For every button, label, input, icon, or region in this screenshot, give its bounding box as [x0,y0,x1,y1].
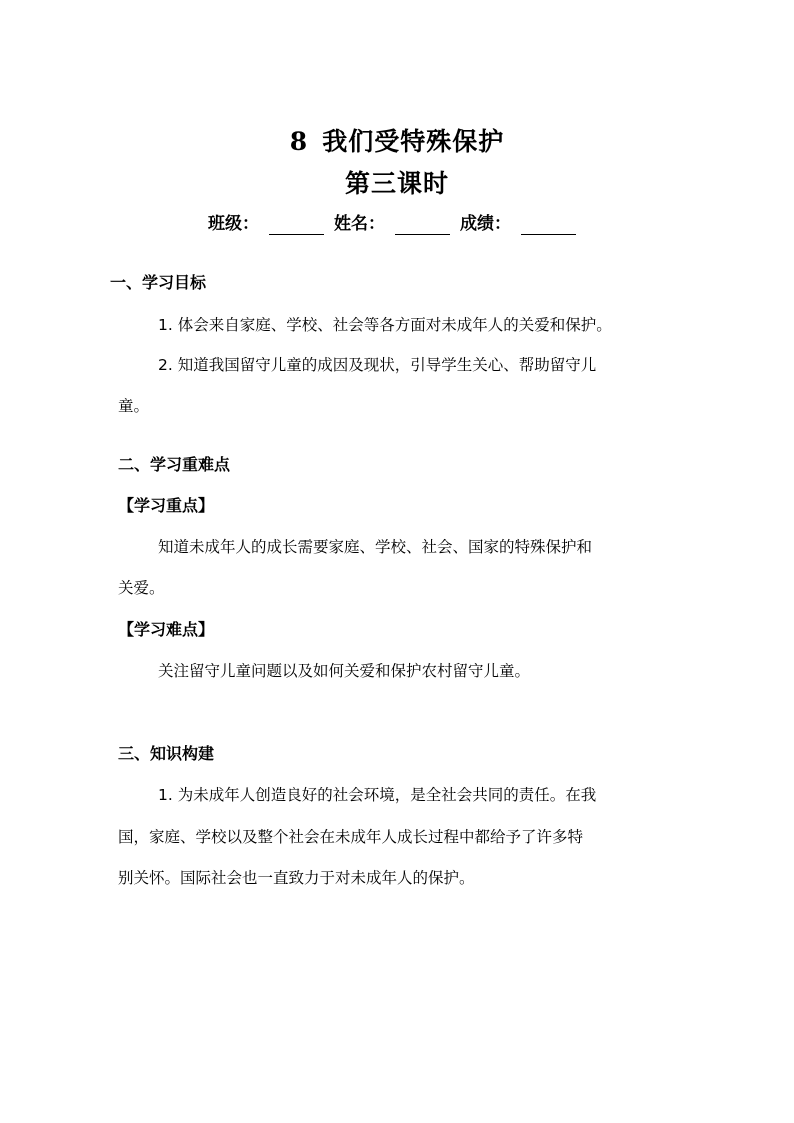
name-label: 姓名： [334,214,385,234]
section3-item1-line2: 国，家庭、学校以及整个社会在未成年人成长过程中都给予了许多特 [118,828,584,846]
difficulty-text: 关注留守儿童问题以及如何关爱和保护农村留守儿童。 [158,662,531,680]
key-points-label: 【学习重点】 [118,496,215,515]
difficulty-label: 【学习难点】 [118,620,215,639]
lesson-subtitle: 第三课时 [344,169,449,198]
score-blank[interactable] [521,216,576,235]
key-points-line2: 关爱。 [118,579,165,597]
section2-heading: 二、学习重难点 [118,455,231,474]
student-info-line [0,209,794,235]
section1-heading: 一、学习目标 [110,273,207,292]
lesson-title-text: 我们受特殊保护 [322,127,505,156]
key-points-line1: 知道未成年人的成长需要家庭、学校、社会、国家的特殊保护和 [158,538,593,556]
section1-item2-line1: 2. 知道我国留守儿童的成因及现状，引导学生关心、帮助留守儿 [158,356,597,374]
section3-item1-line1: 1. 为未成年人创造良好的社会环境，是全社会共同的责任。在我 [158,786,597,804]
section1-item1: 1. 体会来自家庭、学校、社会等各方面对未成年人的关爱和保护。 [158,316,612,334]
section3-heading: 三、知识构建 [118,744,215,763]
section1-item2-line2: 童。 [118,397,150,415]
score-label: 成绩： [460,214,511,234]
name-blank[interactable] [395,216,450,235]
lesson-number: 8 [289,127,309,156]
class-blank[interactable] [269,216,324,235]
class-label: 班级： [208,214,259,234]
section3-item1-line3: 别关怀。国际社会也一直致力于对未成年人的保护。 [118,869,475,887]
lesson-title [0,122,794,158]
